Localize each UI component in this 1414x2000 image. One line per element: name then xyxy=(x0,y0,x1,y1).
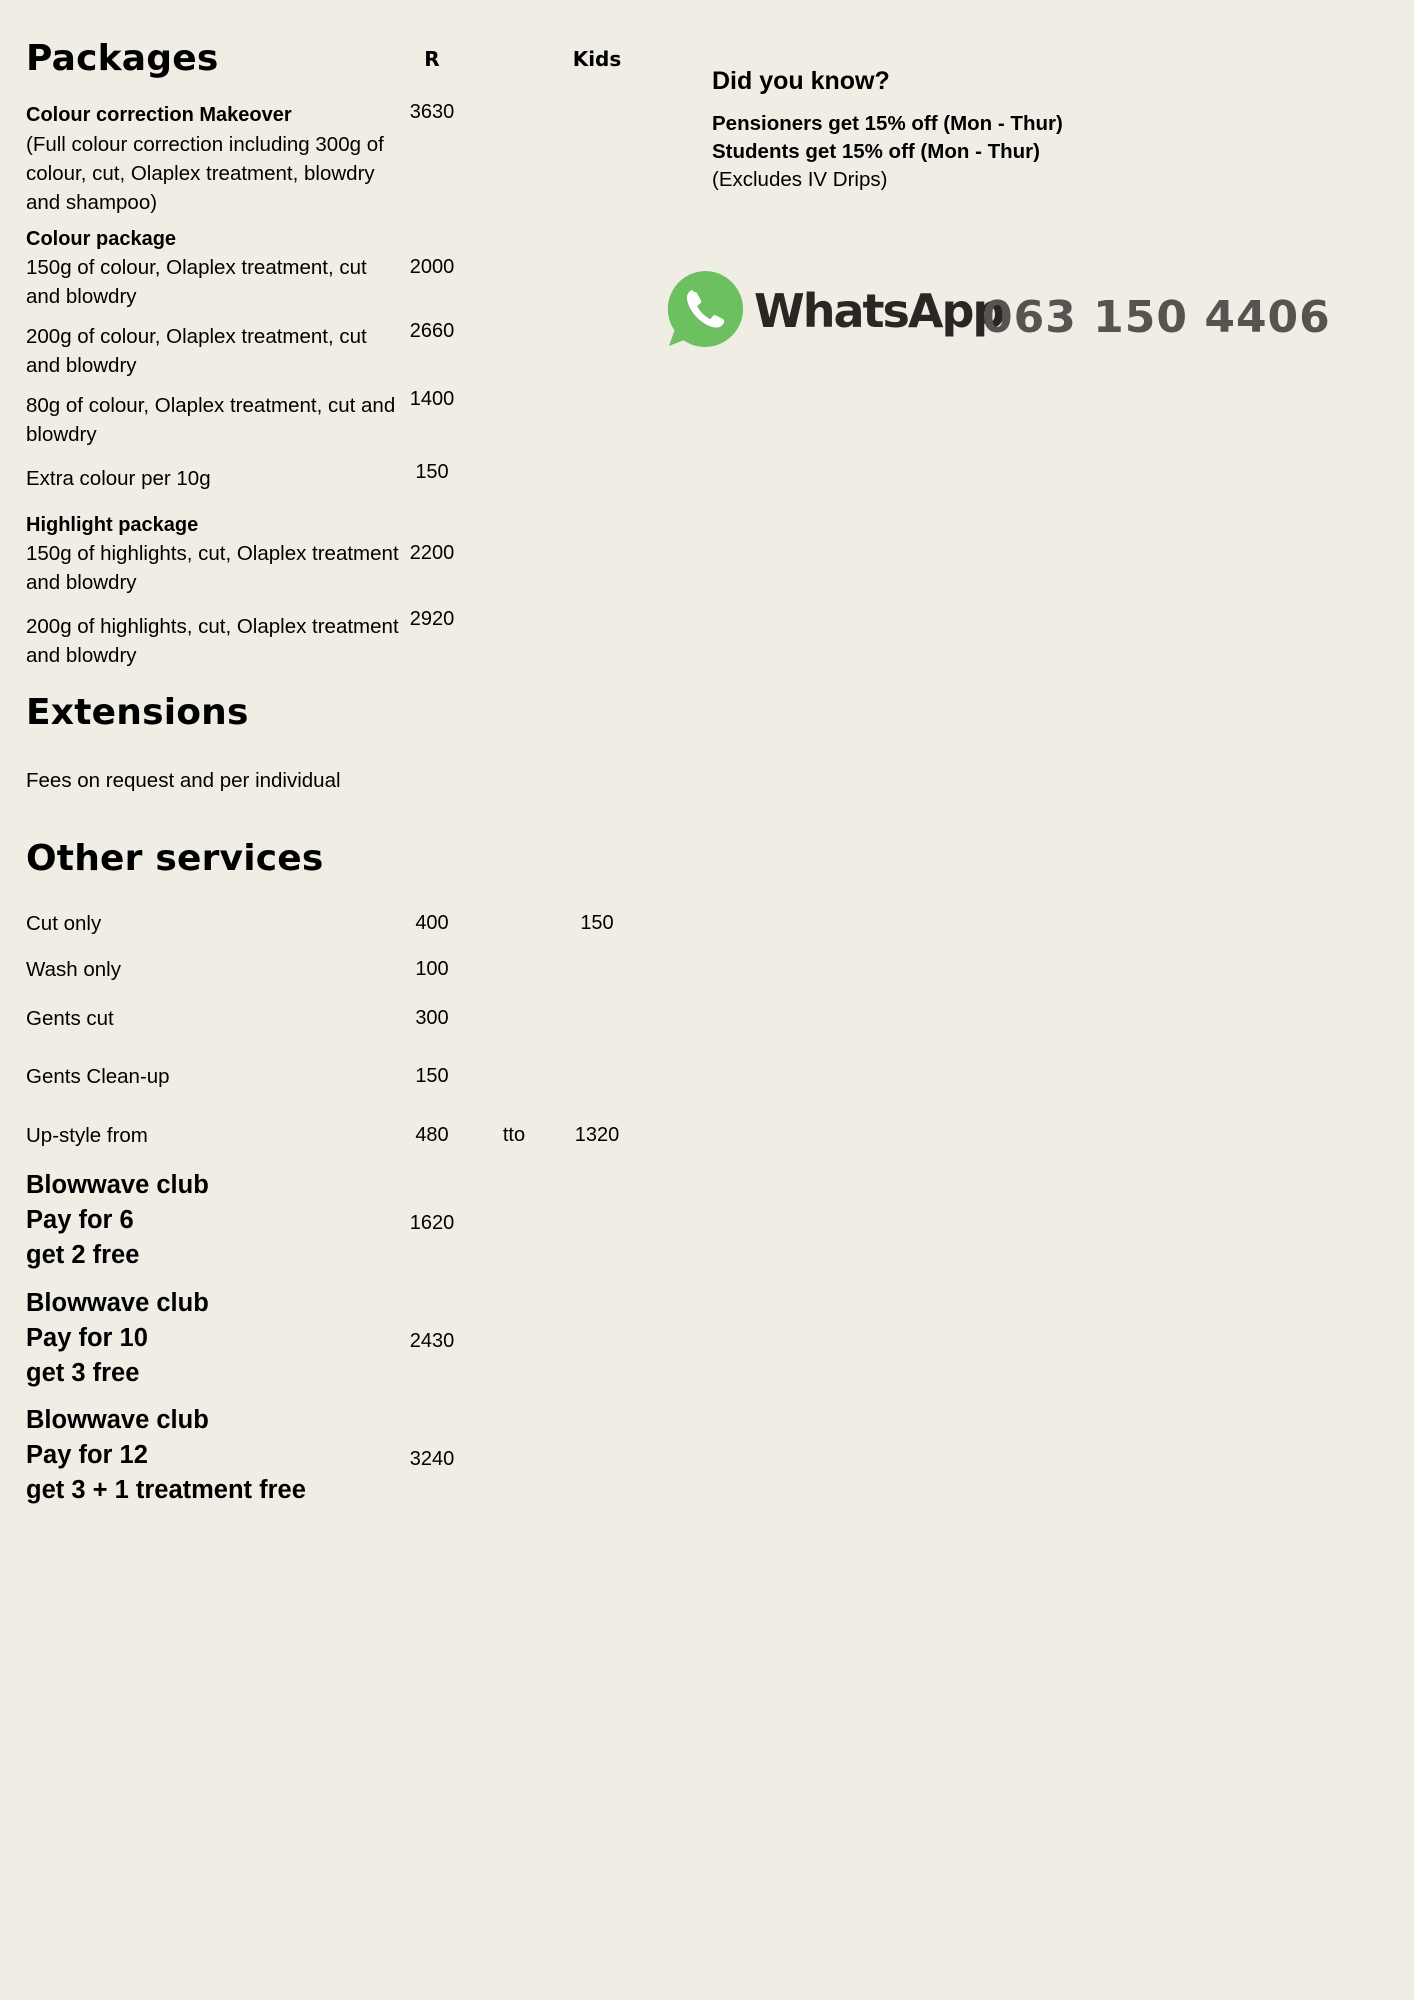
kids-column-header: Kids xyxy=(572,47,622,71)
service-price: 300 xyxy=(415,1007,449,1029)
blowwave-club-price: 1620 xyxy=(409,1212,455,1234)
highlight-package-item: 150g of highlights, cut, Olaplex treatment and blowdry xyxy=(26,542,399,594)
service-name: Wash only xyxy=(26,958,121,981)
service-price: 400 xyxy=(415,912,449,934)
service-price: 150 xyxy=(415,1065,449,1087)
pensioner-discount: Pensioners get 15% off (Mon - Thur) xyxy=(712,112,1063,135)
packages-heading: Packages xyxy=(26,38,219,79)
service-name: Cut only xyxy=(26,912,102,935)
extensions-text: Fees on request and per individual xyxy=(26,769,341,792)
highlight-package-title: Highlight package xyxy=(26,514,199,536)
blowwave-club-offer: Blowwave club Pay for 10 get 3 free xyxy=(26,1289,209,1387)
whatsapp-number[interactable]: 063 150 4406 xyxy=(982,292,1331,343)
colour-package-item: 200g of colour, Olaplex treatment, cut and blowdry xyxy=(26,325,367,377)
service-name: Gents Clean-up xyxy=(26,1065,170,1088)
discount-exclusion-note: (Excludes IV Drips) xyxy=(712,168,888,191)
colour-package-price: 150 xyxy=(415,461,449,483)
service-price: 100 xyxy=(415,958,449,980)
highlight-package-item: 200g of highlights, cut, Olaplex treatment and blowdry xyxy=(26,615,399,667)
blowwave-club-price: 2430 xyxy=(409,1330,455,1352)
whatsapp-label: WhatsApp xyxy=(754,284,1004,338)
did-you-know-title: Did you know? xyxy=(712,67,890,95)
service-kids-price: 150 xyxy=(580,912,614,934)
colour-package-price: 2660 xyxy=(409,320,455,342)
price-column-header: R xyxy=(424,47,440,71)
colour-package-price: 2000 xyxy=(409,256,455,278)
colour-package-item: 150g of colour, Olaplex treatment, cut and blowdry xyxy=(26,256,367,308)
student-discount: Students get 15% off (Mon - Thur) xyxy=(712,140,1040,163)
colour-package-item: Extra colour per 10g xyxy=(26,467,211,490)
service-kids-price: 1320 xyxy=(574,1124,620,1146)
blowwave-club-offer: Blowwave club Pay for 12 get 3 + 1 treatment free xyxy=(26,1406,306,1504)
service-price-to: tto xyxy=(502,1124,526,1146)
blowwave-club-offer: Blowwave club Pay for 6 get 2 free xyxy=(26,1171,209,1269)
colour-package-price: 1400 xyxy=(409,388,455,410)
service-price: 480 xyxy=(415,1124,449,1146)
highlight-package-price: 2920 xyxy=(409,608,455,630)
service-name: Gents cut xyxy=(26,1007,114,1030)
whatsapp-logo-icon xyxy=(664,268,746,350)
extensions-heading: Extensions xyxy=(26,692,249,733)
makeover-price: 3630 xyxy=(409,101,455,123)
service-name: Up-style from xyxy=(26,1124,148,1147)
colour-package-item: 80g of colour, Olaplex treatment, cut and blowdry xyxy=(26,394,396,446)
other-services-heading: Other services xyxy=(26,838,324,879)
highlight-package-price: 2200 xyxy=(409,542,455,564)
colour-package-title: Colour package xyxy=(26,228,177,250)
blowwave-club-price: 3240 xyxy=(409,1448,455,1470)
makeover-title: Colour correction Makeover xyxy=(26,104,292,126)
makeover-description: (Full colour correction including 300g of colour, cut, Olaplex treatment, blowdry and shampoo) xyxy=(26,133,384,214)
